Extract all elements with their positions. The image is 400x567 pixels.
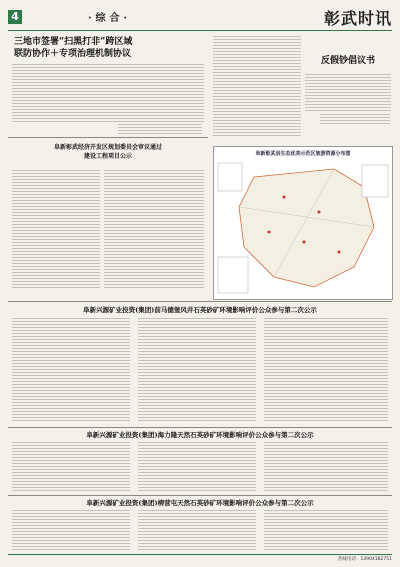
notice-4-title: 阜新兴源矿业投资(集团)柳营屯天然石英砂矿环境影响评价公众参与第二次公示 xyxy=(86,499,314,507)
divider xyxy=(8,427,392,429)
section-name: ·综合· xyxy=(88,13,131,24)
notice-1-title-line-2: 建设工程项目公示 xyxy=(83,153,132,160)
notice-1-body-right xyxy=(104,170,204,290)
footer-phone: 热线电话：13904182751 xyxy=(338,557,392,562)
tourism-map xyxy=(213,146,393,300)
sidebar-title: 反假钞倡议书 xyxy=(320,56,375,66)
divider xyxy=(8,301,392,303)
notice-3-title: 阜新兴源矿业投资(集团)海力隆天然石英砂矿环境影响评价公众参与第二次公示 xyxy=(86,431,314,439)
notice-1-body-left xyxy=(12,170,100,290)
sidebar-body xyxy=(305,74,391,112)
notice-2-title: 阜新兴源矿业投资(集团)前马德堡风井石英砂矿环境影响评价公众参与第二次公示 xyxy=(83,306,317,314)
divider xyxy=(8,137,208,139)
divider xyxy=(8,495,392,497)
masthead: 彰武时讯 xyxy=(323,9,392,28)
page-number: 4 xyxy=(8,10,22,24)
notice-2-body-col-1 xyxy=(12,318,130,422)
notice-4-body-col-3 xyxy=(264,510,388,550)
map-graphic xyxy=(214,157,392,299)
notice-3-body-col-1 xyxy=(12,442,130,492)
notice-4-body-col-2 xyxy=(138,510,256,550)
notice-2-body-col-2 xyxy=(138,318,256,422)
page-footer xyxy=(8,554,392,565)
page-header xyxy=(8,6,392,30)
main-article-body xyxy=(12,64,204,124)
notice-2-body-col-3 xyxy=(264,318,388,422)
main-headline-line-2: 联防协作＋专项治理机制协议 xyxy=(14,49,132,59)
notice-3-body-col-3 xyxy=(264,442,388,492)
notice-4-body-col-1 xyxy=(12,510,130,550)
header-rule xyxy=(8,30,392,31)
middle-column-body xyxy=(213,36,301,136)
notice-3-body-col-2 xyxy=(138,442,256,492)
sidebar-signature xyxy=(320,114,390,124)
main-article-signature xyxy=(118,124,202,136)
map-title: 阜新彰武县生态优美示范区旅游资源分布图 xyxy=(255,151,351,157)
notice-1-title-line-1: 阜新彰武经济开发区规划委员会审议通过 xyxy=(53,144,162,151)
main-headline-line-1: 三地市签署“扫黑打非”跨区域 xyxy=(14,37,133,47)
